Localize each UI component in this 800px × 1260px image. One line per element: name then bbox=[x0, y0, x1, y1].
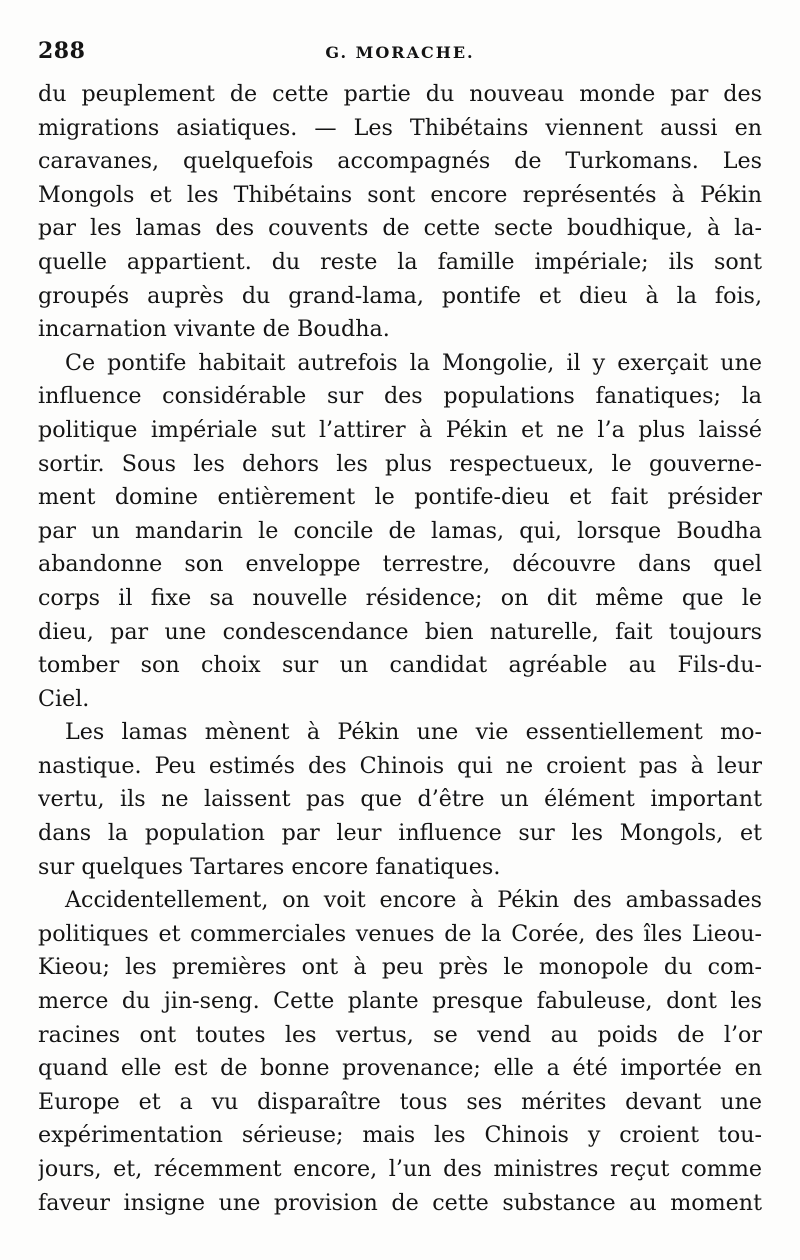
text-line: quelle appartient. du reste la famille impériale; ils sont bbox=[38, 248, 762, 275]
text-line: Ciel. bbox=[38, 685, 90, 712]
body-text bbox=[38, 78, 762, 1220]
text-line: tomber son choix sur un candidat agréable au Fils-du- bbox=[38, 652, 762, 679]
text-line: jours, et, récemment encore, l’un des ministres reçut comme bbox=[38, 1156, 762, 1182]
text-line: Europe et a vu disparaître tous ses mérites devant une bbox=[38, 1088, 762, 1115]
text-line: Kieou; les premières ont à peu près le monopole du com- bbox=[38, 954, 762, 981]
page-number: 288 bbox=[38, 38, 86, 64]
text-line: influence considérable sur des populations fanatiques; la bbox=[38, 383, 762, 410]
text-line: caravanes, quelquefois accompagnés de Turkomans. Les bbox=[38, 148, 762, 175]
text-line: sortir. Sous les dehors les plus respectueux, le gouverne- bbox=[38, 450, 762, 477]
page-header bbox=[38, 38, 762, 72]
text-line: vertu, ils ne laissent pas que d’être un élément important bbox=[38, 786, 762, 813]
text-line: politiques et commerciales venues de la Corée, des îles Lieou- bbox=[38, 920, 762, 947]
text-line: abandonne son enveloppe terrestre, découvre dans quel bbox=[38, 551, 762, 578]
text-line: dans la population par leur influence sur les Mongols, et bbox=[38, 820, 762, 847]
text-line: ment domine entièrement le pontife-dieu et fait présider bbox=[38, 484, 762, 511]
text-line: Ce pontife habitait autrefois la Mongolie, il y exerçait une bbox=[65, 349, 762, 376]
text-line: nastique. Peu estimés des Chinois qui ne croient pas à leur bbox=[38, 752, 762, 779]
text-line: corps il fixe sa nouvelle résidence; on dit même que le bbox=[38, 584, 762, 611]
running-head: G. MORACHE. bbox=[325, 43, 475, 62]
text-line: par un mandarin le concile de lamas, qui, lorsque Boudha bbox=[38, 517, 762, 544]
text-line: faveur insigne une provision de cette substance au moment bbox=[38, 1189, 762, 1216]
text-line: politique impériale sut l’attirer à Pékin et ne l’a plus laissé bbox=[38, 416, 762, 443]
text-line: Les lamas mènent à Pékin une vie essentiellement mo- bbox=[65, 719, 762, 746]
text-line: expérimentation sérieuse; mais les Chinois y croient tou- bbox=[38, 1122, 762, 1149]
text-line: incarnation vivante de Boudha. bbox=[38, 316, 390, 343]
text-line: quand elle est de bonne provenance; elle a été importée en bbox=[38, 1055, 762, 1082]
text-line: groupés auprès du grand-lama, pontife et dieu à la fois, bbox=[38, 282, 762, 309]
text-line: par les lamas des couvents de cette secte boudhique, à la- bbox=[38, 215, 762, 242]
text-line: migrations asiatiques. — Les Thibétains viennent aussi en bbox=[38, 114, 762, 141]
text-line: du peuplement de cette partie du nouveau monde par des bbox=[38, 81, 762, 107]
text-line: sur quelques Tartares encore fanatiques. bbox=[38, 853, 501, 880]
text-line: dieu, par une condescendance bien naturelle, fait toujours bbox=[38, 618, 762, 645]
text-line: Mongols et les Thibétains sont encore représentés à Pékin bbox=[38, 181, 762, 208]
text-line: Accidentellement, on voit encore à Pékin des ambassades bbox=[65, 887, 762, 914]
text-line: racines ont toutes les vertus, se vend au poids de l’or bbox=[38, 1021, 762, 1048]
text-line: merce du jin-seng. Cette plante presque fabuleuse, dont les bbox=[38, 988, 762, 1015]
